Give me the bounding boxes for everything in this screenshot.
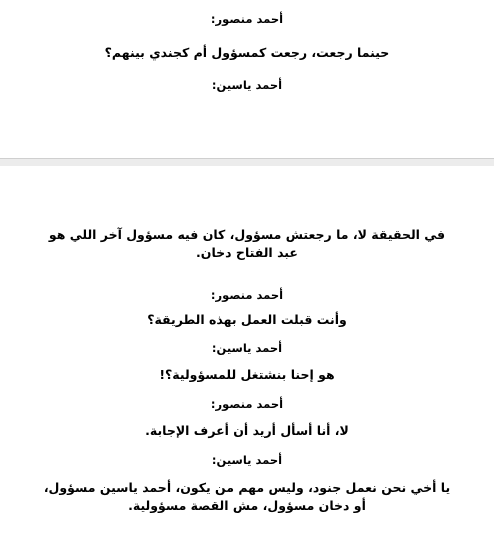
speaker-label: أحمد ياسين: [211,453,283,467]
dialogue-line: حينما رجعت، رجعت كمسؤول أم كجندي بينهم؟ [104,45,390,60]
dialogue-line: هو إحنا بنشتغل للمسؤولية؟! [159,367,335,382]
document-page-top [0,0,494,158]
dialogue-paragraph: يا أخي نحن نعمل جنود، وليس مهم من يكون، أحمد ياسين مسؤول، أو دخان مسؤول، مش القصة مسؤولية. [43,480,451,513]
speaker-label: أحمد منصور: [210,12,284,26]
page-divider [0,158,494,159]
speaker-label: أحمد منصور: [210,288,284,302]
document-page-bottom [0,166,494,540]
speaker-label: أحمد ياسين: [211,78,283,92]
dialogue-line: وأنت قبلت العمل بهذه الطريقة؟ [147,312,347,327]
dialogue-paragraph: في الحقيقة لا، ما رجعتش مسؤول، كان فيه مسؤول آخر اللي هو عبد الفتاح دخان. [48,227,446,260]
dialogue-line: لا، أنا أسأل أريد أن أعرف الإجابة. [145,423,349,438]
speaker-label: أحمد منصور: [210,397,284,411]
speaker-label: أحمد ياسين: [211,341,283,355]
